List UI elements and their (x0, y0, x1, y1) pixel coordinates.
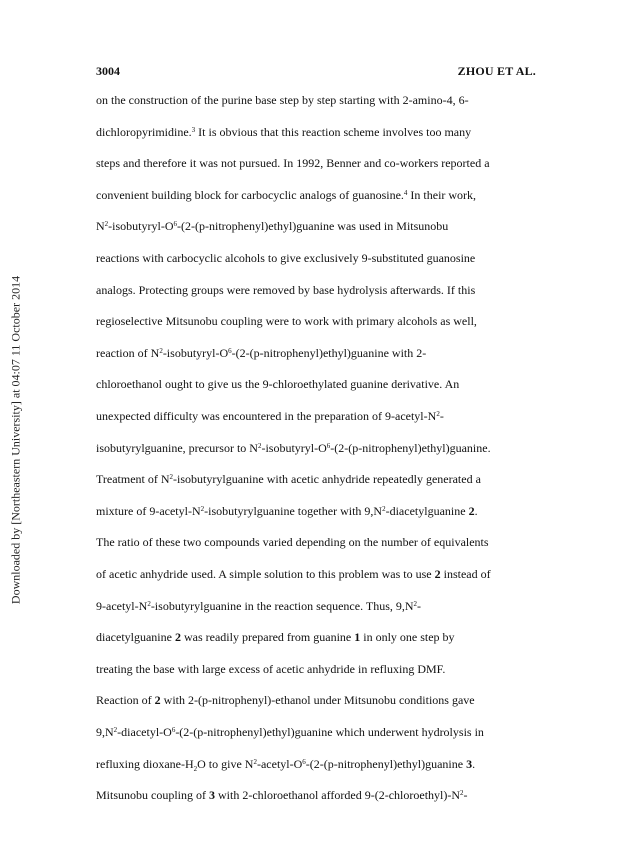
superscript: 6 (173, 220, 177, 229)
text-segment: -(2-(p-nitrophenyl)ethyl)guanine (305, 756, 467, 771)
subscript: 2 (193, 764, 198, 773)
text-segment: It is obvious that this reaction scheme involves too many (195, 124, 472, 139)
compound-number: 1 (354, 630, 361, 645)
text-segment: -(2-(p-nitrophenyl)ethyl)guanine with 2- (231, 345, 427, 360)
text-segment: -isobutyrylguanine in the reaction sequence. Thus, 9,N (150, 598, 414, 613)
text-line (96, 345, 426, 361)
compound-number: 2 (154, 693, 161, 708)
compound-number: 3 (466, 756, 473, 771)
text-segment: -isobutyryl-O (108, 219, 174, 234)
text-segment: treating the base with large excess of acetic anhydride in refluxing DMF. (96, 661, 446, 676)
text-line (96, 187, 476, 203)
text-line (96, 408, 444, 424)
superscript: 2 (104, 220, 109, 229)
text-line (96, 503, 478, 519)
text-line (96, 629, 455, 645)
text-line (96, 376, 459, 392)
text-line (96, 598, 421, 614)
text-segment: -isobutyryl-O (261, 440, 327, 455)
superscript: 2 (257, 441, 262, 450)
text-segment: of acetic anhydride used. A simple solution to this problem was to use (96, 567, 435, 581)
text-segment: -(2-(p-nitrophenyl)ethyl)guanine which underwent hydrolysis in (175, 725, 484, 739)
text-line (96, 250, 475, 266)
text-segment: convenient building block for carbocyclic analogs of guanosine. (96, 187, 404, 202)
superscript: 2 (159, 346, 163, 355)
text-segment: was readily prepared from guanine (180, 630, 355, 645)
text-line (96, 724, 484, 740)
text-segment: Reaction of (96, 693, 155, 708)
superscript: 2 (436, 410, 440, 418)
text-segment: -diacetyl-O (117, 725, 172, 739)
text-segment: - (439, 409, 444, 423)
superscript: 6 (326, 441, 331, 450)
superscript: 2 (169, 473, 174, 482)
superscript: 2 (413, 599, 418, 608)
text-segment: isobutyrylguanine, precursor to N (96, 440, 258, 455)
text-segment: 9-acetyl-N (96, 598, 148, 613)
page-number: 3004 (96, 64, 120, 78)
text-segment: - (463, 788, 468, 803)
text-line (96, 282, 475, 298)
text-line (96, 756, 475, 772)
text-line (96, 566, 491, 582)
text-line (96, 471, 481, 487)
text-segment: diacetylguanine (96, 630, 175, 645)
text-line (96, 692, 475, 708)
text-line (96, 313, 477, 329)
text-segment: reactions with carbocyclic alcohols to give exclusively 9-substituted guanosine (96, 251, 476, 265)
text-segment: instead of (440, 567, 491, 581)
text-line (96, 440, 491, 456)
superscript: 6 (171, 726, 176, 734)
running-head: ZHOU ET AL. (457, 64, 536, 78)
superscript: 2 (200, 504, 205, 513)
compound-number: 2 (174, 630, 181, 645)
text-segment: -isobutyrylguanine together with 9,N (204, 503, 383, 518)
compound-number: 2 (434, 567, 441, 581)
text-segment: dichloropyrimidine. (96, 124, 192, 139)
download-watermark: Downloaded by [Northeastern University] at 04:07 11 October 2014 (8, 275, 23, 605)
text-segment: mixture of 9-acetyl-N (96, 503, 201, 518)
text-segment: - (417, 598, 422, 613)
text-segment: -isobutyryl-O (162, 345, 229, 360)
text-segment: chloroethanol ought to give us the 9-chloroethylated guanine derivative. An (96, 377, 460, 392)
text-segment: -acetyl-O (256, 756, 303, 771)
superscript: 6 (228, 346, 232, 355)
compound-number: 2 (468, 503, 475, 518)
text-segment: . (472, 756, 476, 771)
text-segment: 9,N (96, 725, 114, 739)
text-line (96, 155, 490, 171)
text-segment: reaction of N (96, 345, 160, 360)
text-segment: Treatment of N (96, 472, 170, 487)
text-segment: steps and therefore it was not pursued. In 1992, Benner and co-workers reported a (96, 156, 490, 171)
superscript: 2 (460, 789, 464, 798)
text-segment: with 2-chloroethanol afforded 9-(2-chloroethyl)-N (215, 788, 461, 803)
text-line (96, 534, 489, 550)
superscript: 6 (302, 757, 306, 766)
text-line (96, 218, 448, 234)
superscript: 3 (191, 125, 196, 134)
superscript: 2 (253, 757, 257, 766)
text-segment: -isobutyrylguanine with acetic anhydride repeatedly generated a (173, 472, 481, 487)
text-line (96, 787, 468, 803)
text-line (96, 124, 471, 140)
text-line (96, 661, 445, 677)
compound-number: 3 (209, 788, 215, 803)
superscript: 2 (113, 726, 118, 734)
text-segment: analogs. Protecting groups were removed by base hydrolysis afterwards. If this (96, 282, 476, 297)
text-segment: unexpected difficulty was encountered in the preparation of 9-acetyl-N (96, 409, 437, 423)
text-segment: on the construction of the purine base step by step starting with 2-amino-4, 6- (96, 93, 469, 107)
text-segment: -(2-(p-nitrophenyl)ethyl)guanine was used in Mitsunobu (177, 219, 449, 234)
text-line (96, 92, 469, 108)
text-segment: with 2-(p-nitrophenyl)-ethanol under Mitsunobu conditions gave (160, 693, 475, 708)
text-segment: in only one step by (360, 630, 455, 645)
text-segment: -(2-(p-nitrophenyl)ethyl)guanine. (330, 440, 491, 455)
text-segment: The ratio of these two compounds varied depending on the number of equivalents (96, 535, 489, 550)
superscript: 2 (382, 504, 386, 513)
text-segment: regioselective Mitsunobu coupling were to work with primary alcohols as well, (96, 314, 477, 329)
text-segment: Mitsunobu coupling of (96, 788, 209, 803)
text-segment: O to give N (197, 756, 254, 771)
superscript: 4 (403, 188, 408, 197)
text-segment: N (96, 219, 105, 234)
text-segment: . (474, 503, 478, 518)
superscript: 2 (147, 599, 151, 608)
text-segment: In their work, (407, 187, 477, 202)
text-segment: -diacetylguanine (385, 503, 469, 518)
text-segment: refluxing dioxane-H (96, 756, 194, 771)
